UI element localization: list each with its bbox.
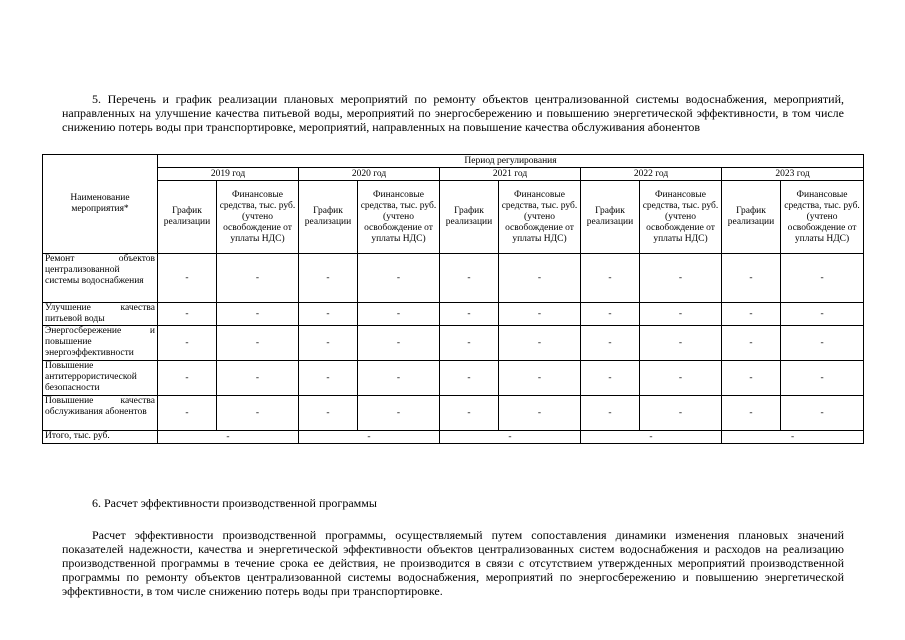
year-header: 2021 год	[440, 168, 581, 181]
table-cell: -	[158, 396, 217, 431]
total-cell: -	[158, 431, 299, 444]
table-cell: -	[499, 396, 581, 431]
year-header: 2023 год	[722, 168, 864, 181]
total-row	[43, 431, 864, 444]
total-cell: -	[299, 431, 440, 444]
table-cell: -	[640, 361, 722, 396]
name-column-header: Наименование мероприятия*	[43, 155, 158, 254]
table-cell: -	[358, 303, 440, 326]
row-name: Повышение антитеррористической безопасности	[43, 361, 158, 396]
total-cell: -	[581, 431, 722, 444]
table-cell: -	[440, 396, 499, 431]
table-cell: -	[158, 326, 217, 361]
table-cell: -	[581, 254, 640, 303]
year-header: 2019 год	[158, 168, 299, 181]
table-cell: -	[217, 254, 299, 303]
finance-header: Финансовые средства, тыс. руб. (учтено освобождение от уплаты НДС)	[217, 181, 299, 254]
table-cell: -	[640, 254, 722, 303]
table-cell: -	[299, 361, 358, 396]
table-cell: -	[499, 326, 581, 361]
schedule-header: График реализации	[440, 181, 499, 254]
table-cell: -	[158, 303, 217, 326]
row-name: Энергосбережение и повышение энергоэффективности	[43, 326, 158, 361]
year-header: 2020 год	[299, 168, 440, 181]
table-cell: -	[217, 303, 299, 326]
table-cell: -	[299, 326, 358, 361]
table-cell: -	[217, 396, 299, 431]
finance-header: Финансовые средства, тыс. руб. (учтено освобождение от уплаты НДС)	[781, 181, 864, 254]
schedule-header: График реализации	[299, 181, 358, 254]
table-row	[43, 303, 864, 326]
table-cell: -	[158, 361, 217, 396]
table-cell: -	[640, 326, 722, 361]
total-label: Итого, тыс. руб.	[43, 431, 158, 444]
finance-header: Финансовые средства, тыс. руб. (учтено освобождение от уплаты НДС)	[499, 181, 581, 254]
table-cell: -	[440, 254, 499, 303]
table-cell: -	[640, 396, 722, 431]
table-cell: -	[581, 326, 640, 361]
finance-header: Финансовые средства, тыс. руб. (учтено освобождение от уплаты НДС)	[640, 181, 722, 254]
table-cell: -	[499, 361, 581, 396]
table-row	[43, 254, 864, 303]
table-cell: -	[440, 303, 499, 326]
table-cell: -	[158, 254, 217, 303]
table-cell: -	[722, 396, 781, 431]
table-cell: -	[440, 326, 499, 361]
table-cell: -	[299, 396, 358, 431]
table-cell: -	[722, 254, 781, 303]
table-cell: -	[781, 254, 864, 303]
schedule-header: График реализации	[722, 181, 781, 254]
table-cell: -	[358, 361, 440, 396]
table-cell: -	[440, 361, 499, 396]
table-cell: -	[722, 326, 781, 361]
table-cell: -	[781, 326, 864, 361]
table-cell: -	[781, 361, 864, 396]
section-6-heading: 6. Расчет эффективности производственной программы	[92, 496, 377, 510]
table-cell: -	[781, 303, 864, 326]
table-cell: -	[722, 303, 781, 326]
table-cell: -	[299, 303, 358, 326]
table-cell: -	[499, 254, 581, 303]
table-cell: -	[581, 396, 640, 431]
table-cell: -	[358, 396, 440, 431]
table-cell: -	[358, 254, 440, 303]
section-6-paragraph: Расчет эффективности производственной программы, осуществляемый путем сопоставления динамики изменения плановых значений показателей надежности, качества и энергетической эффективности объектов централизованных систем водоснабжения и расходов на реализацию производственной программы в течение срока ее действия, не производится в связи с отсутствием утвержденных мероприятий производственной программы по ремонту объектов централизованной системы водоснабжения, мероприятий по энергосбережению и повышению энергетической эффективности, в том числе снижению потерь воды при транспортировке.	[62, 528, 844, 598]
table-cell: -	[722, 361, 781, 396]
table-cell: -	[217, 326, 299, 361]
table-cell: -	[581, 303, 640, 326]
table-cell: -	[581, 361, 640, 396]
row-name: Улучшение качества питьевой воды	[43, 303, 158, 326]
total-cell: -	[722, 431, 864, 444]
period-header: Период регулирования	[158, 155, 864, 168]
row-name: Повышение качества обслуживания абонентов	[43, 396, 158, 431]
year-header: 2022 год	[581, 168, 722, 181]
table-cell: -	[358, 326, 440, 361]
table-row	[43, 326, 864, 361]
table-cell: -	[640, 303, 722, 326]
table-cell: -	[217, 361, 299, 396]
table-row	[43, 396, 864, 431]
table-cell: -	[499, 303, 581, 326]
schedule-header: График реализации	[158, 181, 217, 254]
section-5-heading: 5. Перечень и график реализации плановых мероприятий по ремонту объектов централизованной системы водоснабжения, мероприятий, направленных на улучшение качества питьевой воды, мероприятий по энергосбережению и повышению энергетической эффективности, в том числе снижению потерь воды при транспортировке, мероприятий, направленных на повышение качества обслуживания абонентов	[62, 92, 844, 134]
row-name: Ремонт объектов централизованной системы водоснабжения	[43, 254, 158, 303]
table-row	[43, 361, 864, 396]
finance-header: Финансовые средства, тыс. руб. (учтено освобождение от уплаты НДС)	[358, 181, 440, 254]
total-cell: -	[440, 431, 581, 444]
plan-table	[42, 154, 864, 444]
table-cell: -	[781, 396, 864, 431]
table-cell: -	[299, 254, 358, 303]
schedule-header: График реализации	[581, 181, 640, 254]
